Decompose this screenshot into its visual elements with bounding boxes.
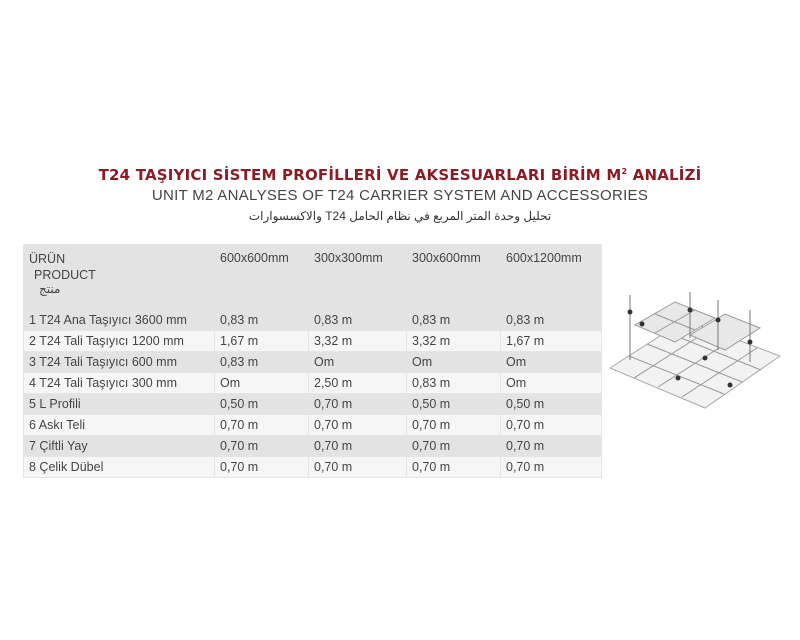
cell-value: 0,70 m (501, 415, 602, 436)
cell-value: Om (501, 352, 602, 373)
table-row (24, 310, 602, 331)
cell-value: 0,70 m (501, 457, 602, 478)
cell-value: 1,67 m (501, 331, 602, 352)
header-product-ar: منتج (39, 282, 61, 296)
cell-value: 0,83 m (215, 310, 309, 331)
header-col-300x600: 300x600mm (407, 245, 501, 310)
table-row (24, 394, 602, 415)
header-col-600x600: 600x600mm (215, 245, 309, 310)
table-row (24, 415, 602, 436)
table-row (24, 373, 602, 394)
row-name: 6 Askı Teli (24, 415, 215, 436)
cell-value: 0,70 m (309, 415, 407, 436)
table-row (24, 436, 602, 457)
title-english: UNIT M2 ANALYSES OF T24 CARRIER SYSTEM AND ACCESSORIES (151, 187, 649, 204)
row-name: 4 T24 Tali Taşıyıcı 300 mm (24, 373, 215, 394)
cell-value: 0,70 m (407, 415, 501, 436)
table-row (24, 352, 602, 373)
cell-value: 0,83 m (309, 310, 407, 331)
cell-value: Om (215, 373, 309, 394)
title-turkish-main: T24 TAŞIYICI SİSTEM PROFİLLERİ VE AKSESUARLARI BİRİM M (98, 166, 622, 184)
ceiling-grid-illustration (590, 290, 790, 420)
row-name: 5 L Profili (24, 394, 215, 415)
analysis-table (23, 244, 602, 478)
header-product-tr: ÜRÜN (29, 252, 66, 266)
header-product-en: PRODUCT (34, 268, 96, 282)
cell-value: Om (407, 352, 501, 373)
header-col-300x300: 300x300mm (309, 245, 407, 310)
row-name: 8 Çelik Dübel (24, 457, 215, 478)
cell-value: 0,83 m (407, 373, 501, 394)
row-name: 7 Çiftli Yay (24, 436, 215, 457)
cell-value: 0,50 m (407, 394, 501, 415)
table-row (24, 331, 602, 352)
cell-value: 0,70 m (407, 436, 501, 457)
table-row (24, 457, 602, 478)
title-arabic: تحليل وحدة المتر المربع في نظام الحامل T24 والاكسسوارات (248, 209, 552, 223)
cell-value: 0,70 m (215, 457, 309, 478)
cell-value: Om (501, 373, 602, 394)
cell-value: 0,83 m (215, 352, 309, 373)
header-product (24, 245, 215, 310)
cell-value: 3,32 m (309, 331, 407, 352)
header-col-600x1200: 600x1200mm (501, 245, 602, 310)
row-name: 1 T24 Ana Taşıyıcı 3600 mm (24, 310, 215, 331)
cell-value: Om (309, 352, 407, 373)
cell-value: 0,70 m (407, 457, 501, 478)
row-name: 3 T24 Tali Taşıyıcı 600 mm (24, 352, 215, 373)
cell-value: 0,50 m (501, 394, 602, 415)
cell-value: 0,70 m (309, 457, 407, 478)
cell-value: 0,83 m (407, 310, 501, 331)
cell-value: 0,70 m (215, 436, 309, 457)
cell-value: 0,70 m (309, 436, 407, 457)
cell-value: 3,32 m (407, 331, 501, 352)
table-header-row (24, 245, 602, 310)
cell-value: 0,83 m (501, 310, 602, 331)
cell-value: 0,70 m (501, 436, 602, 457)
title-superscript: 2 (621, 167, 628, 176)
cell-value: 0,70 m (309, 394, 407, 415)
cell-value: 2,50 m (309, 373, 407, 394)
cell-value: 0,70 m (215, 415, 309, 436)
cell-value: 0,50 m (215, 394, 309, 415)
title-turkish (0, 166, 800, 184)
cell-value: 1,67 m (215, 331, 309, 352)
row-name: 2 T24 Tali Taşıyıcı 1200 mm (24, 331, 215, 352)
title-turkish-tail: ANALİZİ (627, 166, 702, 184)
